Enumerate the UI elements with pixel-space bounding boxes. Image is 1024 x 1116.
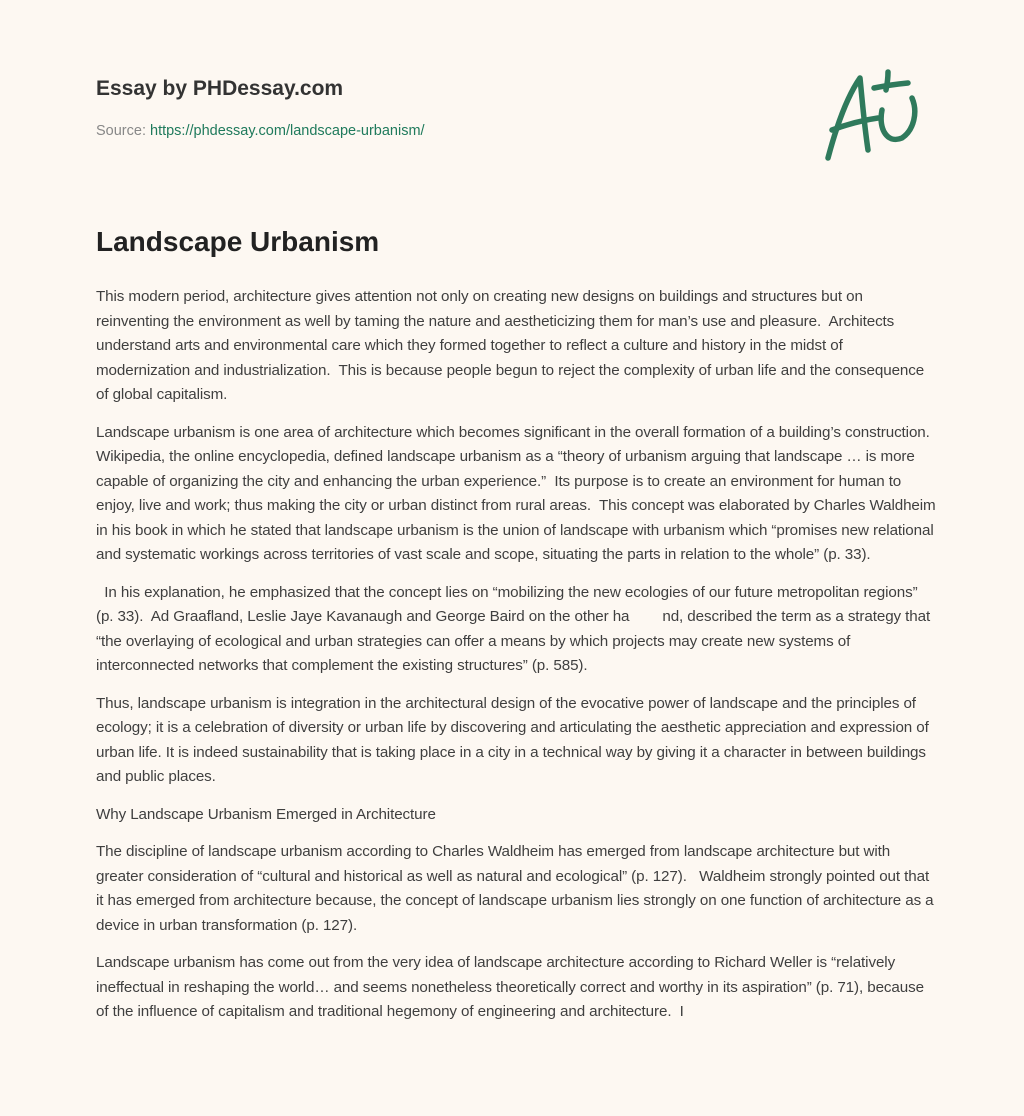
source-label: Source: — [96, 123, 150, 139]
paragraph: Landscape urbanism has come out from the very idea of landscape architecture according to Richard Weller is “relatively ineffectual in reshaping the world… and seems nonetheless theoretically correct and worthy in its aspiration” (p. 71), because of the influence of capitalism and traditional hegemony of engineering and architecture. I — [96, 954, 929, 1020]
a-plus-logo-icon — [818, 68, 928, 163]
paragraph: This modern period, architecture gives attention not only on creating new designs on buildings and structures but on reinventing the environment as well by taming the nature and aestheticizing them for man’s use and pleasure. Architects understand arts and environmental care which they formed together to reflect a culture and history in the midst of modernization and industrialization. This is because people begun to reject the complexity of urban life and the consequence of global capitalism. — [96, 288, 929, 403]
paragraph: Landscape urbanism is one area of architecture which becomes significant in the overall formation of a building’s construction. Wikipedia, the online encyclopedia, defined landscape urbanism as a “theory of urbanism arguing that landscape … is more capable of organizing the city and enhancing the urban experience.” Its purpose is to create an environment for human to enjoy, live and work; thus making the city or urban distinct from rural areas. This concept was elaborated by Charles Waldheim in his book in which he stated that landscape urbanism is the union of landscape with urbanism which “promises new relational and systematic workings across territories of vast scale and scope, situating the parts in relation to the whole” (p. 33). — [96, 423, 940, 563]
article-body — [96, 285, 940, 1038]
section-heading: Why Landscape Urbanism Emerged in Architecture — [96, 805, 436, 823]
source-link[interactable]: https://phdessay.com/landscape-urbanism/ — [150, 123, 425, 139]
site-title: Essay by PHDessay.com — [96, 77, 344, 100]
paragraph: The discipline of landscape urbanism according to Charles Waldheim has emerged from landscape architecture but with greater consideration of “cultural and historical as well as natural and ecological” (p. 127). Waldheim strongly pointed out that it has emerged from architecture because, the concept of landscape urbanism lies strongly on one function of architecture as a device in urban transformation (p. 127). — [96, 843, 938, 934]
paragraph: In his explanation, he emphasized that the concept lies on “mobilizing the new ecologies of our future metropolitan regions” (p. 33). Ad Graafland, Leslie Jaye Kavanaugh and George Baird on the other ha nd, described the term as a strategy that “the overlaying of ecological and urban strategies can offer a means by which projects may create new systems of interconnected networks that complement the existing structures” (p. 585). — [96, 583, 935, 674]
article-title: Landscape Urbanism — [96, 226, 380, 257]
paragraph: Thus, landscape urbanism is integration in the architectural design of the evocative power of landscape and the principles of ecology; it is a celebration of diversity or urban life by discovering and articulating the aesthetic appreciation and expression of urban life. It is indeed sustainability that is taking place in a city in a technical way by giving it a character in between buildings and public places. — [96, 694, 933, 785]
source-line — [96, 123, 425, 139]
